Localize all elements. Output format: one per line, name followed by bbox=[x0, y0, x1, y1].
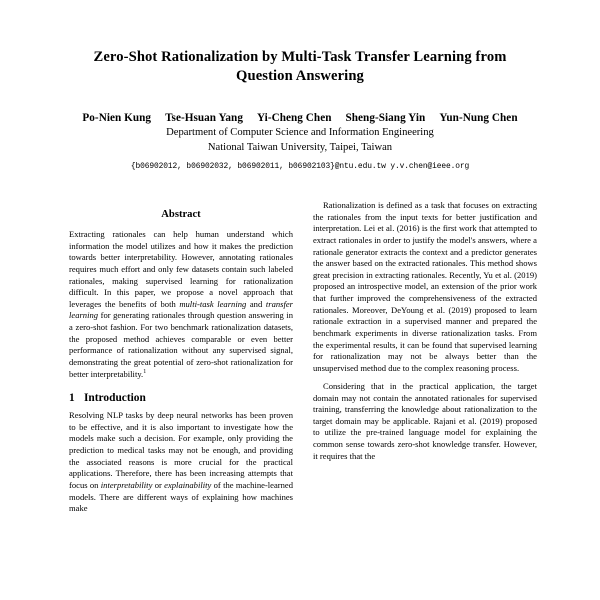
intro-text-part-3: of the machine-learned models. There are different ways of explaining how machines make bbox=[69, 479, 293, 514]
affiliation-university: National Taiwan University, Taipei, Taiwan bbox=[207, 141, 393, 153]
title-block bbox=[0, 0, 600, 173]
author-emails: {b06902012, b06902032, b06902011, b06902103}@ntu.edu.tw y.v.chen@ieee.org bbox=[130, 162, 470, 172]
intro-italic-interpretability: interpretability bbox=[100, 479, 153, 490]
section-title: Introduction bbox=[84, 392, 146, 405]
abstract-text-part-2: and bbox=[246, 298, 266, 309]
section-heading-introduction bbox=[69, 391, 293, 405]
author-name: Po-Nien Kung bbox=[82, 112, 152, 124]
intro-text-part-2: or bbox=[152, 479, 165, 490]
abstract-text bbox=[69, 229, 293, 380]
affiliation-department: Department of Computer Science and Information Engineering bbox=[166, 127, 434, 138]
right-column-paragraph-2: Considering that in the practical application, the target domain may not contain the annotated rationales for supervised training, transferring the knowledge about rationalization to the target domain may be applicable. Rajani et al. (2019) proposed to utilize the pre-trained language model for explaining the common sense towards zero-shot knowledge transfer. However, it requires that the bbox=[313, 380, 537, 461]
column-right bbox=[313, 200, 537, 600]
abstract-text-part-1: Extracting rationales can help human understand which information the model utilizes and how it makes the prediction towards better interpretability. However, annotating rationales requires much effort and only few datasets contain such labeled rationales, making supervised learning for rationalization difficult. In this paper, we propose a novel approach that leverages the benefits of both bbox=[69, 229, 293, 309]
section-number: 1 bbox=[69, 392, 75, 405]
author-name: Tse-Hsuan Yang bbox=[165, 112, 243, 124]
author-name: Yun-Nung Chen bbox=[439, 112, 518, 124]
abstract-text-part-3: for generating rationales through question answering in a zero-shot fashion. For two benchmark rationalization datasets, the proposed method achieves comparable or even better performance of rationalization without any supervised signal, demonstrating the great potential of zero-shot rationalization for better interpretability. bbox=[69, 310, 293, 379]
column-left bbox=[69, 200, 293, 600]
abstract-footnote-marker: 1 bbox=[143, 368, 147, 375]
author-list bbox=[72, 111, 528, 125]
body-columns bbox=[0, 200, 600, 600]
abstract-heading: Abstract bbox=[161, 209, 201, 220]
introduction-paragraph-1 bbox=[69, 410, 293, 515]
abstract-italic-multitask: multi-task learning bbox=[179, 298, 247, 309]
author-name: Sheng-Siang Yin bbox=[345, 112, 426, 124]
intro-text-part-1: Resolving NLP tasks by deep neural networks has been proven to be effective, and it is also important to investigate how the models make such a decision. For example, only providing the prediction to medical tasks may not be enough, and providing the associated reasons is more crucial for the practical applications. Therefore, there has been increasing attempts that focus on bbox=[69, 410, 293, 490]
author-block bbox=[72, 111, 528, 173]
intro-italic-explainability: explainability bbox=[164, 479, 212, 490]
author-name: Yi-Cheng Chen bbox=[256, 112, 332, 124]
abstract-italic-transfer: transfer learning bbox=[69, 298, 293, 321]
page-title: Zero-Shot Rationalization by Multi-Task Transfer Learning from Question Answering bbox=[93, 49, 507, 84]
right-column-paragraph-1: Rationalization is defined as a task that focuses on extracting the rationales from the input texts for better justification and interpretation. Lei et al. (2016) is the first work that attempted to extract rationales in order to justify the model's answers, where a rationale generator extracts the context and a predictor generates the answer based on the extracted rationales. This method shows great precision in extracting rationales. Recently, Yu et al. (2019) proposed an introspective model, an extension of the prior work that further improved the comprehensiveness of the extracted rationales. Moreover, DeYoung et al. (2019) proposed to learn rationale extraction in a supervised manner and prepared the benchmark experiments in diverse rationalization tasks. From the experimental results, it can be found that supervised learning for rationalization may not be always better than the unsupervised method due to the complex reasoning process. bbox=[313, 200, 537, 373]
